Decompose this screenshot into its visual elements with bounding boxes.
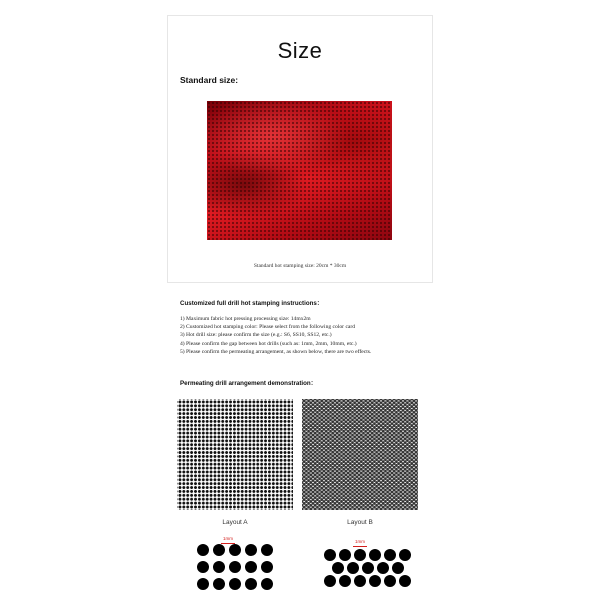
drill-dot xyxy=(324,549,336,561)
layout-b-gap-marker xyxy=(353,546,367,547)
drill-dot xyxy=(347,562,359,574)
drill-dot xyxy=(399,575,411,587)
instruction-item: 1) Maximum fabric hot pressing processing size: 14mx2m xyxy=(180,316,311,322)
drill-dot xyxy=(339,575,351,587)
drill-dot xyxy=(362,562,374,574)
drill-dot xyxy=(354,575,366,587)
drill-dot xyxy=(332,562,344,574)
drill-dot xyxy=(213,561,225,573)
drill-dot xyxy=(229,578,241,590)
standard-size-caption: Standard hot stamping size: 20cm * 30cm xyxy=(253,263,347,269)
layout-b-pattern xyxy=(302,399,418,510)
layout-a-pattern xyxy=(177,399,293,510)
layout-b-gap-label: 1mm xyxy=(355,539,365,544)
page-title: Size xyxy=(277,38,323,63)
drill-dot xyxy=(392,562,404,574)
drill-dot xyxy=(369,575,381,587)
drill-dot xyxy=(261,578,273,590)
drill-dot xyxy=(197,544,209,556)
standard-size-label: Standard size: xyxy=(180,75,239,85)
drill-dot xyxy=(399,549,411,561)
instruction-item: 5) Please confirm the permeating arrangement, as shown below, there are two effects. xyxy=(180,348,372,355)
instructions-heading: Customized full drill hot stamping instructions： xyxy=(180,300,324,307)
size-card xyxy=(167,15,433,283)
drill-dot xyxy=(369,549,381,561)
drill-dot xyxy=(229,544,241,556)
fabric-photo xyxy=(207,101,392,240)
drill-dot xyxy=(339,549,351,561)
drill-dot xyxy=(197,578,209,590)
drill-dot xyxy=(213,578,225,590)
instructions-list xyxy=(180,315,480,356)
demo-heading: Permeating drill arrangement demonstration： xyxy=(180,380,317,387)
drill-dot xyxy=(384,549,396,561)
drill-dot xyxy=(261,544,273,556)
drill-dot xyxy=(261,561,273,573)
layout-a-label: Layout A xyxy=(222,519,248,526)
drill-dot xyxy=(229,561,241,573)
instruction-item: 4) Please confirm the gap between hot drills (such as: 1mm, 2mm, 10mm, etc.) xyxy=(180,340,357,347)
instruction-item: 2) Customized hot stamping color: Please select from the following color card xyxy=(180,324,356,331)
drill-dot xyxy=(213,544,225,556)
layout-a-gap-label: 1mm xyxy=(223,536,233,541)
drill-dot xyxy=(245,544,257,556)
drill-dot xyxy=(324,575,336,587)
drill-dot xyxy=(245,578,257,590)
layout-b-label: Layout B xyxy=(347,519,373,526)
instruction-item: 3) Hot drill size: please confirm the size (e.g.: S6, SS10, SS12, etc.) xyxy=(180,332,332,339)
drill-dot xyxy=(245,561,257,573)
drill-dot xyxy=(377,562,389,574)
drill-dot xyxy=(197,561,209,573)
drill-dot xyxy=(354,549,366,561)
drill-dot xyxy=(384,575,396,587)
